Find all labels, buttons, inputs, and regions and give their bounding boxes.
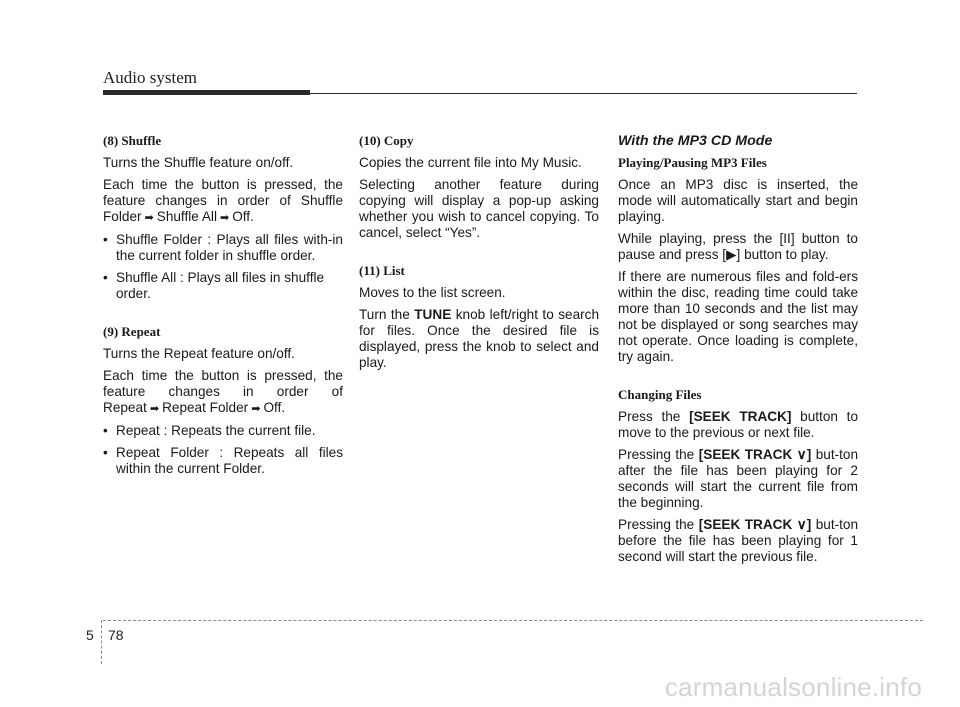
seek-previous-part-2: but-ton before the file has been playing for 1 second will start the previous file. — [618, 517, 859, 564]
header-rule-thick — [103, 90, 310, 95]
bullet-icon: • — [103, 445, 108, 460]
spacer — [618, 371, 858, 387]
watermark: carmanualsonline.info — [664, 672, 922, 702]
arrow-right-icon: ➡ — [251, 403, 261, 415]
tune-key-label: TUNE — [414, 307, 452, 322]
seek-track-key-label: [SEEK TRACK] — [689, 409, 792, 424]
pause-play-text — [618, 231, 858, 263]
seek-part-1: Press the — [618, 409, 681, 424]
list-item — [103, 445, 343, 477]
list-tune-part-1: Turn the — [359, 307, 410, 322]
shuffle-order-part-3: Off. — [232, 209, 254, 224]
chapter-number: 5 — [86, 627, 94, 643]
copy-description: Copies the current file into My Music. — [359, 155, 582, 170]
list-description: Moves to the list screen. — [359, 285, 506, 300]
shuffle-all-bullet: Shuffle All : Plays all files in shuffle order. — [116, 270, 325, 301]
repeat-heading: (9) Repeat — [103, 324, 161, 339]
page-header-title: Audio system — [103, 68, 197, 87]
seek-part-2: button to move to the previous or next file. — [618, 409, 858, 440]
loading-note: If there are numerous files and fold-ers within the disc, reading time could take more than 10 seconds and the list may not be displayed or song searches may not operate. Once loading is complete, try again. — [618, 269, 858, 364]
repeat-order-part-3: Off. — [263, 400, 286, 415]
seek-previous-part-1: Pressing the — [618, 517, 695, 532]
column-left — [103, 133, 343, 483]
list-heading: (11) List — [359, 263, 405, 278]
copy-heading: (10) Copy — [359, 133, 414, 148]
pause-play-part-1: While playing, press the [II] button to pause and press [ — [618, 231, 858, 262]
mp3-mode-heading: With the MP3 CD Mode — [618, 133, 773, 149]
seek-restart-part-1: Pressing the — [618, 447, 695, 462]
bullet-icon: • — [103, 232, 108, 247]
seek-restart-part-2: but-ton after the file has been playing for 2 seconds will start the current file from the beginning. — [618, 447, 859, 510]
bullet-icon: • — [103, 270, 108, 285]
list-tune-text — [359, 307, 599, 371]
arrow-right-icon: ➡ — [144, 212, 154, 224]
repeat-order-part-1: Each time the button is pressed, the feature changes in order of Repeat — [103, 368, 343, 415]
arrow-right-icon: ➡ — [219, 212, 230, 224]
spacer — [103, 308, 343, 324]
seek-restart-text — [618, 447, 858, 511]
shuffle-heading: (8) Shuffle — [103, 133, 162, 148]
list-item — [103, 423, 343, 439]
shuffle-order-part-1: Each time the button is pressed, the feature changes in order of Shuffle Folder — [103, 177, 343, 224]
page-number: 78 — [108, 627, 124, 643]
list-item — [103, 232, 343, 264]
seek-track-text — [618, 409, 858, 441]
seek-previous-text — [618, 517, 858, 565]
repeat-order-part-2: Repeat Folder — [162, 400, 249, 415]
footer-divider — [101, 620, 102, 664]
play-pause-heading: Playing/Pausing MP3 Files — [618, 155, 767, 170]
column-right — [618, 133, 858, 571]
play-icon: ▶ — [726, 247, 737, 262]
header-rule-thin — [310, 93, 857, 94]
column-middle — [359, 133, 599, 377]
repeat-description: Turns the Repeat feature on/off. — [103, 346, 295, 361]
pause-play-part-2: ] button to play. — [736, 247, 829, 262]
play-description: Once an MP3 disc is inserted, the mode will automatically start and begin playing. — [618, 177, 858, 224]
shuffle-description: Turns the Shuffle feature on/off. — [103, 155, 294, 170]
repeat-order-text — [103, 368, 343, 417]
repeat-bullet: Repeat : Repeats the current file. — [116, 423, 316, 438]
bullet-icon: • — [103, 423, 108, 438]
shuffle-order-part-2: Shuffle All — [156, 209, 217, 224]
seek-track-down-key-label: [SEEK TRACK ∨] — [698, 517, 812, 532]
changing-files-heading: Changing Files — [618, 387, 702, 402]
list-tune-part-2: knob left/right to search for files. Once the desired file is displayed, press the knob to select and play. — [359, 307, 600, 370]
shuffle-folder-bullet: Shuffle Folder : Plays all files with-in the current folder in shuffle order. — [116, 232, 343, 263]
list-item — [103, 270, 343, 302]
footer-dashed-rule — [103, 620, 923, 621]
arrow-right-icon: ➡ — [149, 403, 160, 415]
seek-track-down-key-label: [SEEK TRACK ∨] — [698, 447, 812, 462]
repeat-folder-bullet: Repeat Folder : Repeats all files within the current Folder. — [116, 445, 343, 476]
spacer — [359, 247, 599, 263]
shuffle-order-text — [103, 177, 343, 226]
copy-popup-text: Selecting another feature during copying will display a pop-up asking whether you wish to cancel copying. To cancel, select “Yes”. — [359, 177, 599, 240]
